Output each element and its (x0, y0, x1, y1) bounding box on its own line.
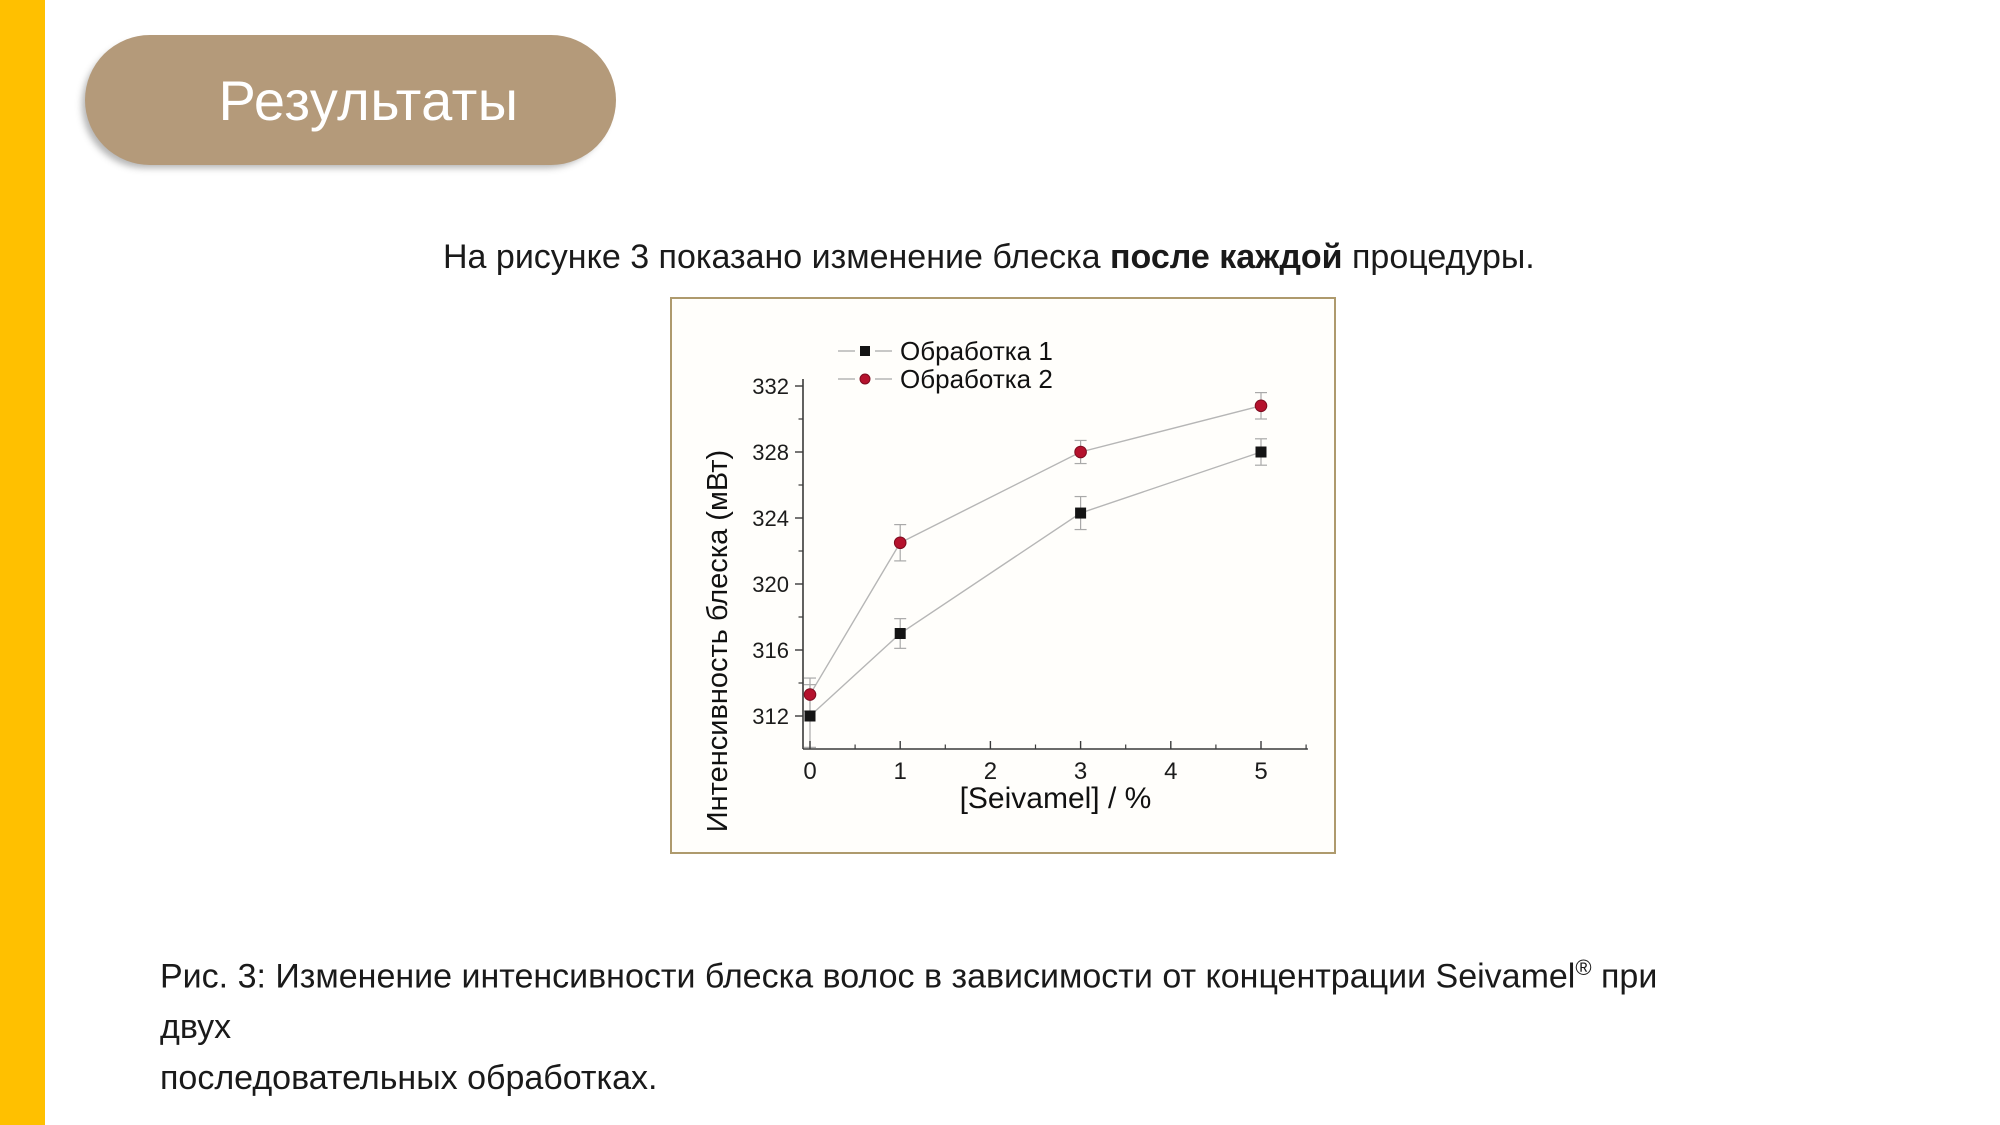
x-tick-label: 2 (983, 758, 998, 785)
y-tick-label: 332 (752, 374, 789, 399)
figure-caption-line1: Рис. 3: Изменение интенсивности блеска волос в зависимости от концентрации Seivamel® при двух (160, 955, 1658, 1047)
series-line (810, 406, 1261, 695)
x-tick-label: 0 (803, 758, 817, 785)
x-tick-label: 4 (1164, 758, 1178, 785)
legend-label: Обработка 1 (900, 336, 1053, 366)
y-tick-label: 324 (752, 506, 789, 531)
y-tick-label: 320 (752, 572, 789, 597)
y-tick-label: 328 (752, 440, 789, 465)
data-point-circle (1075, 446, 1087, 458)
legend-marker-circle (860, 374, 870, 384)
series-line (810, 452, 1261, 716)
intro-text-pre: На рисунке 3 показано изменение блеска (443, 238, 1111, 276)
y-axis-title: Интенсивность блеска (мВт) (702, 449, 734, 833)
data-point-circle (894, 537, 906, 549)
shine-intensity-line-chart (672, 299, 1334, 852)
legend-entry (838, 336, 1053, 366)
data-point-circle (1255, 400, 1267, 412)
x-axis-title: [Seivamel] / % (959, 782, 1152, 815)
y-tick-label: 316 (752, 638, 789, 663)
data-point-circle (804, 689, 816, 701)
x-tick-label: 5 (1254, 758, 1268, 785)
figure-caption-line2: последовательных обработках. (160, 1059, 658, 1098)
figure-3-chart (670, 297, 1336, 854)
left-accent-bar (0, 0, 45, 1125)
x-tick-label: 3 (1073, 758, 1088, 785)
data-point-square (895, 628, 906, 639)
page-title: Результаты (218, 68, 519, 132)
title-pill (85, 35, 616, 165)
intro-text-post: процедуры. (1342, 238, 1535, 276)
data-point-square (805, 711, 816, 722)
legend-entry (838, 364, 1053, 394)
data-point-square (1256, 447, 1267, 458)
data-point-square (1075, 508, 1086, 519)
figure-caption (160, 942, 1660, 1104)
legend-marker-square (860, 346, 870, 356)
intro-text-bold: после каждой (1110, 238, 1343, 276)
x-tick-label: 1 (893, 758, 907, 785)
legend-label: Обработка 2 (900, 364, 1053, 394)
y-tick-label: 312 (752, 704, 789, 729)
registered-trademark-mark: ® (1575, 955, 1592, 980)
intro-text (443, 238, 1535, 277)
